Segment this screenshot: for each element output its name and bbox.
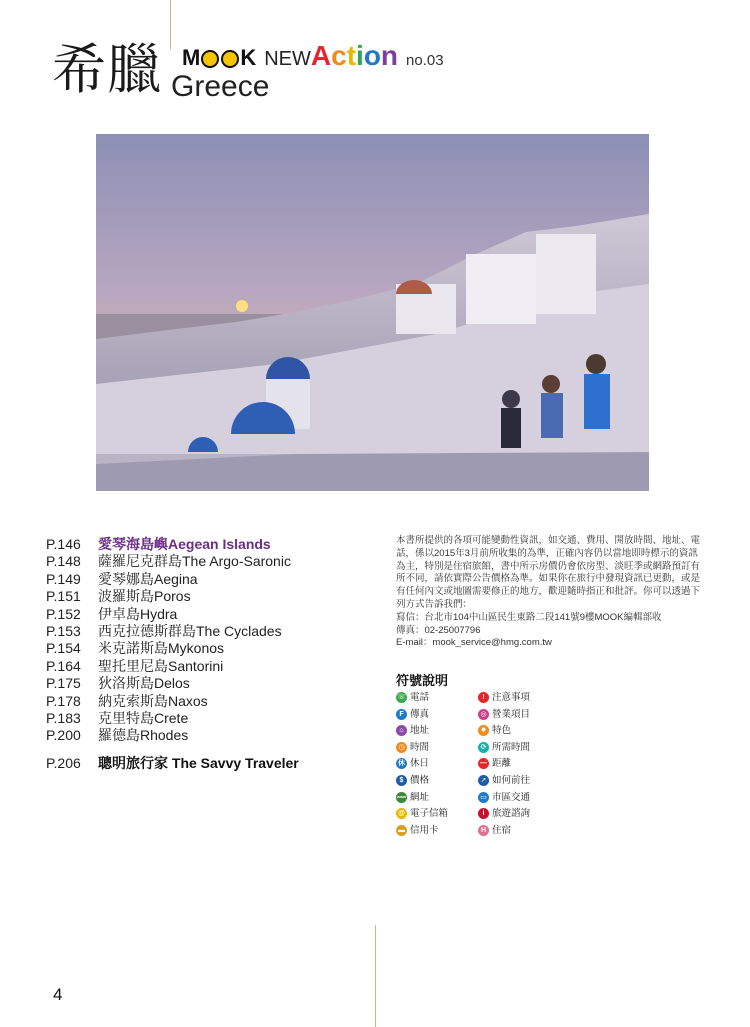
toc-title: 薩羅尼克群島The Argo-Saronic: [98, 553, 291, 570]
toc-item[interactable]: [46, 606, 366, 623]
notice-text: 本書所提供的各項可能變動性資訊，如交通、費用、開放時間、地址、電話，係以2015年3月前所收集的為準，正確內容仍以當地即時標示的資訊為主，特別是住宿旅館，書中所示房價仍會依房型、淡旺季或網路預訂有所不同，請依實際公告價格為準。如果你在旅行中發現資訊已更動，或是有任何內文或地圖需要修正的地方，歡迎隨時指正和批評。你可以透過下列方式告訴我們：: [396, 535, 701, 610]
info-icon: i: [478, 808, 489, 819]
toc-item[interactable]: [46, 727, 366, 744]
legend-label: 注意事項: [492, 692, 531, 703]
address-icon: ⌂: [396, 725, 407, 736]
legend-label: 旅遊諮詢: [492, 808, 531, 820]
symbol-legend: [396, 690, 576, 838]
legend-item: [396, 823, 478, 838]
issue-number: no.03: [406, 52, 444, 69]
information-notice: [396, 535, 701, 650]
notice-email: E-mail：mook_service@hmg.com.tw: [396, 637, 552, 649]
toc-title: 狄洛斯島Delos: [98, 675, 190, 692]
legend-label: 休日: [410, 758, 430, 770]
toc-page: P.200: [46, 727, 81, 744]
toc-title: 愛琴娜島Aegina: [98, 570, 198, 587]
page-title-chinese: 希臘: [52, 38, 162, 101]
legend-label: 價格: [410, 774, 430, 786]
legend-item: [478, 773, 568, 788]
legend-label: 所需時間: [492, 741, 531, 753]
legend-label: 市區交通: [492, 791, 531, 803]
website-icon: www: [396, 792, 407, 803]
legend-item: [396, 790, 478, 805]
legend-item: [396, 806, 478, 821]
toc-item[interactable]: [46, 640, 366, 657]
toc-item[interactable]: [46, 710, 366, 727]
legend-item: [478, 707, 568, 722]
brand-logo: [182, 40, 444, 70]
toc-title: 納克索斯島Naxos: [98, 692, 208, 709]
toc-title: 克里特島Crete: [98, 710, 189, 727]
legend-item: [478, 723, 568, 738]
holiday-icon: 休: [398, 760, 405, 768]
toc-page: P.153: [46, 623, 81, 640]
toc-item[interactable]: [46, 658, 366, 675]
toc-page: P.206: [46, 754, 81, 771]
legend-label: 電子信箱: [410, 808, 449, 820]
legend-item: [478, 823, 568, 838]
toc-item[interactable]: [46, 553, 366, 570]
legend-item: [396, 756, 478, 771]
legend-item: [478, 740, 568, 755]
legend-item: [396, 690, 478, 705]
business-icon: ◎: [478, 709, 489, 720]
legend-label: 網址: [410, 791, 430, 803]
legend-label: 傳真: [410, 708, 430, 720]
distance-icon: —: [480, 760, 487, 768]
credit-card-icon: ▬: [398, 826, 405, 834]
toc-title: 米克諾斯島Mykonos: [98, 640, 225, 657]
page-number: 4: [53, 985, 63, 1004]
email-icon: @: [396, 808, 407, 819]
toc-item[interactable]: [46, 588, 366, 605]
toc-item[interactable]: [46, 675, 366, 692]
legend-item: [396, 773, 478, 788]
legend-item: [396, 740, 478, 755]
directions-icon: ➚: [478, 775, 489, 786]
toc-title: 愛琴海島嶼Aegean Islands: [98, 536, 271, 552]
price-icon: $: [396, 775, 407, 786]
legend-item: [478, 790, 568, 805]
toc-page: P.183: [46, 710, 81, 727]
symbol-legend-title: 符號說明: [396, 673, 449, 688]
toc-page: P.154: [46, 640, 81, 657]
duration-icon: ⟳: [478, 742, 489, 753]
legend-label: 信用卡: [410, 824, 439, 836]
santorini-sunset-photo: [96, 134, 649, 491]
bottom-divider: [375, 925, 376, 1027]
toc-page: P.151: [46, 588, 81, 605]
legend-item: [396, 723, 478, 738]
toc-title: 羅德島Rhodes: [98, 727, 189, 744]
legend-item: [478, 806, 568, 821]
legend-label: 電話: [410, 692, 430, 703]
time-icon: ◷: [396, 742, 407, 753]
table-of-contents: [46, 536, 366, 772]
phone-icon: ☏: [397, 694, 406, 701]
toc-title: 伊卓島Hydra: [98, 605, 178, 622]
fax-icon: F: [396, 709, 407, 720]
warning-icon: !: [478, 692, 489, 703]
toc-item[interactable]: [46, 693, 366, 710]
toc-page: P.152: [46, 605, 81, 622]
toc-page: P.164: [46, 657, 81, 674]
toc-page: P.178: [46, 692, 81, 709]
legend-label: 距離: [492, 758, 512, 770]
toc-item[interactable]: [46, 536, 366, 553]
legend-label: 如何前往: [492, 774, 531, 786]
toc-page: P.148: [46, 553, 81, 570]
mook-logo: M K: [182, 45, 257, 70]
page-title-english: Greece: [171, 70, 270, 103]
toc-title: 西克拉德斯群島The Cyclades: [98, 623, 282, 640]
brand-action: A c t i o n: [310, 40, 399, 71]
toc-page: P.146: [46, 536, 81, 552]
legend-item: [478, 690, 568, 705]
brand-new: NEW: [264, 48, 311, 70]
toc-title: 波羅斯島Poros: [98, 588, 191, 605]
legend-label: 住宿: [492, 824, 512, 836]
toc-item[interactable]: [46, 623, 366, 640]
legend-label: 營業項目: [492, 708, 531, 720]
toc-item[interactable]: [46, 571, 366, 588]
top-divider: [170, 0, 171, 50]
toc-item-savvy-traveler[interactable]: [46, 755, 366, 772]
hotel-icon: H: [478, 825, 489, 836]
legend-label: 時間: [410, 741, 430, 753]
toc-title: 聰明旅行家 The Savvy Traveler: [98, 754, 299, 771]
toc-page: P.175: [46, 675, 81, 692]
toc-page: P.149: [46, 570, 81, 587]
notice-address: 寫信：台北市104中山區民生東路二段141號9樓MOOK編輯部收: [396, 611, 662, 623]
transit-icon: ▭: [478, 792, 489, 803]
toc-title: 聖托里尼島Santorini: [98, 657, 224, 674]
legend-item: [396, 707, 478, 722]
legend-item: [478, 756, 568, 771]
legend-label: 地址: [410, 725, 430, 737]
feature-icon: ✸: [478, 725, 489, 736]
legend-label: 特色: [492, 725, 512, 737]
notice-fax: 傳真：02-25007796: [396, 624, 481, 636]
